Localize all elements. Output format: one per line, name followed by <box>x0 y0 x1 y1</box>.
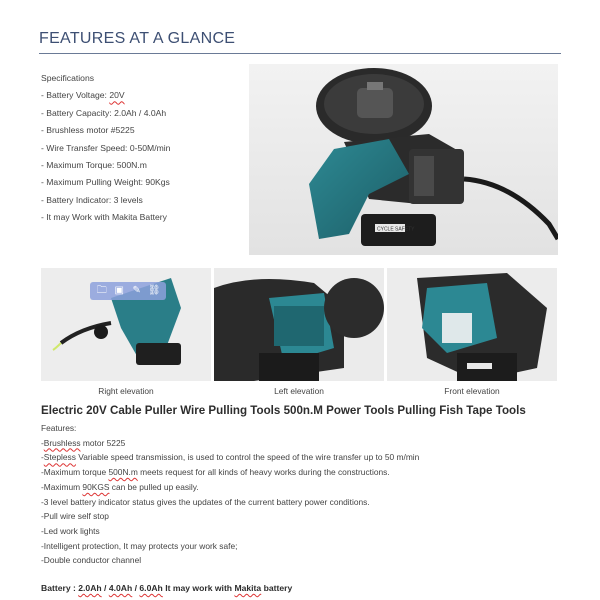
image-editor-toolbar <box>90 282 166 300</box>
title-divider <box>39 53 561 54</box>
features-list <box>41 421 561 568</box>
feature-item: -Intelligent protection, It may protects your work safe; <box>41 540 238 551</box>
page-title: FEATURES AT A GLANCE <box>39 30 236 47</box>
feature-item <box>41 480 561 495</box>
feature-item: -Double conductor channel <box>41 555 142 566</box>
battery-text: battery <box>261 583 293 593</box>
product-title: Electric 20V Cable Puller Wire Pulling Tools 500n.M Power Tools Pulling Fish Tape Tools <box>41 404 526 417</box>
feature-text: - <box>41 437 44 448</box>
spec-item: - Battery Indicator: 3 levels <box>41 194 143 205</box>
battery-option: 6.0Ah <box>139 583 163 593</box>
spec-item <box>41 87 241 104</box>
feature-highlight: 500N.m <box>108 467 138 478</box>
spec-item: - It may Work with Makita Battery <box>41 212 167 223</box>
feature-item <box>41 465 561 480</box>
folder-icon[interactable]: 🗀 <box>96 285 107 296</box>
battery-text: It may work with <box>162 583 235 593</box>
battery-option: 4.0Ah <box>108 583 133 593</box>
edit-icon[interactable]: ✎ <box>132 285 141 296</box>
spec-item: - Wire Transfer Speed: 0-50M/min <box>41 142 171 153</box>
main-product-photo <box>249 64 558 255</box>
feature-highlight: 90KGS <box>82 481 110 492</box>
feature-item: -Pull wire self stop <box>41 511 109 522</box>
battery-brand: Makita <box>234 583 262 593</box>
spec-text: - Battery Voltage: <box>41 90 110 101</box>
link-icon[interactable]: ⛓ <box>147 285 161 296</box>
specifications-heading: Specifications <box>41 73 95 83</box>
feature-text: - <box>41 452 44 463</box>
front-elevation-photo <box>387 268 557 381</box>
feature-text: motor 5225 <box>80 437 126 448</box>
spec-item: - Maximum Torque: 500N.m <box>41 160 147 171</box>
feature-text: can be pulled up easily. <box>109 481 199 492</box>
spec-value: 20V <box>109 90 125 101</box>
feature-text: Variable speed transmission, is used to control the speed of the wire transfer up to 50 m/min <box>75 452 420 463</box>
caption-front-elevation: Front elevation <box>444 386 500 396</box>
feature-item <box>41 450 561 465</box>
battery-option: 2.0Ah <box>78 583 102 593</box>
feature-item: -Led work lights <box>41 525 100 536</box>
battery-brand-label: CYCLE SAFETY <box>377 226 415 233</box>
spec-item: - Maximum Pulling Weight: 90Kgs <box>41 177 170 188</box>
feature-item: -3 level battery indicator status gives the updates of the current battery power conditions. <box>41 496 370 507</box>
features-label: Features: <box>41 423 77 433</box>
feature-highlight: Stepless <box>43 452 76 463</box>
battery-compatibility-line <box>41 583 292 593</box>
feature-text: -Maximum torque <box>41 467 109 478</box>
battery-label: Battery : <box>41 583 79 593</box>
spec-item: - Battery Capacity: 2.0Ah / 4.0Ah <box>41 107 167 118</box>
feature-item <box>41 436 561 451</box>
left-elevation-photo <box>214 268 384 381</box>
caption-left-elevation: Left elevation <box>274 386 324 396</box>
spec-item: - Brushless motor #5225 <box>41 125 135 136</box>
feature-highlight: Brushless <box>43 437 81 448</box>
feature-text: -Maximum <box>41 481 83 492</box>
separator: / <box>101 583 109 593</box>
specifications-list <box>41 70 241 227</box>
separator: / <box>132 583 140 593</box>
feature-text: meets request for all kinds of heavy works during the constructions. <box>137 467 390 478</box>
image-icon[interactable]: ▣ <box>114 285 124 296</box>
caption-right-elevation: Right elevation <box>98 386 154 396</box>
